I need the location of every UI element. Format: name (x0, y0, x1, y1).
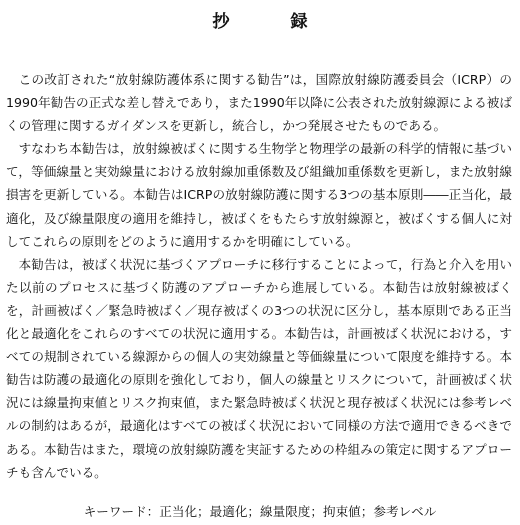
abstract-body (6, 68, 512, 484)
abstract-paragraph-3: 本勧告は，被ばく状況に基づくアプローチに移行することによって，行為と介入を用いた以前のプロセスに基づく防護のアプローチから進展している。本勧告は放射線被ばくを，計画被ばく／緊急時被ばく／現存被ばくの3つの状況に区分し，基本原則である正当化と最適化をこれらのすべての状況に適用する。本勧告は，計画被ばく状況における，すべての規制されている線源からの個人の実効線量と等価線量について限度を維持する。本勧告は防護の最適化の原則を強化しており，個人の線量とリスクについて，計画被ばく状況には線量拘束値とリスク拘束値，また緊急時被ばく状況と現存被ばく状況には参考レベルの制約はあるが，最適化はすべての被ばく状況において同様の方法で適用できるべきである。本勧告はまた，環境の放射線防護を実証するための枠組みの策定に関するアプローチも含んでいる。 (6, 256, 512, 480)
abstract-paragraph-2: すなわち本勧告は，放射線被ばくに関する生物学と物理学の最新の科学的情報に基づいて，等価線量と実効線量における放射線加重係数及び組織加重係数を更新し，また放射線損害を更新している。本勧告はICRPの放射線防護に関する3つの基本原則――正当化，最適化，及び線量限度の適用を維持し，被ばくをもたらす放射線源と，被ばくする個人に対してこれらの原則をどのように適用するかを明確にしている。 (6, 141, 512, 249)
keywords-line: キーワード：正当化；最適化；線量限度；拘束値；参考レベル (83, 504, 437, 519)
abstract-paragraph-1: この改訂された“放射線防護体系に関する勧告”は，国際放射線防護委員会（ICRP）の1990年勧告の正式な差し替えであり，また1990年以降に公表された放射線源による被ばくの管理に関するガイダンスを更新し，統合し，かつ発展させたものである。 (6, 72, 512, 134)
page-title: 抄 録 (212, 12, 330, 32)
